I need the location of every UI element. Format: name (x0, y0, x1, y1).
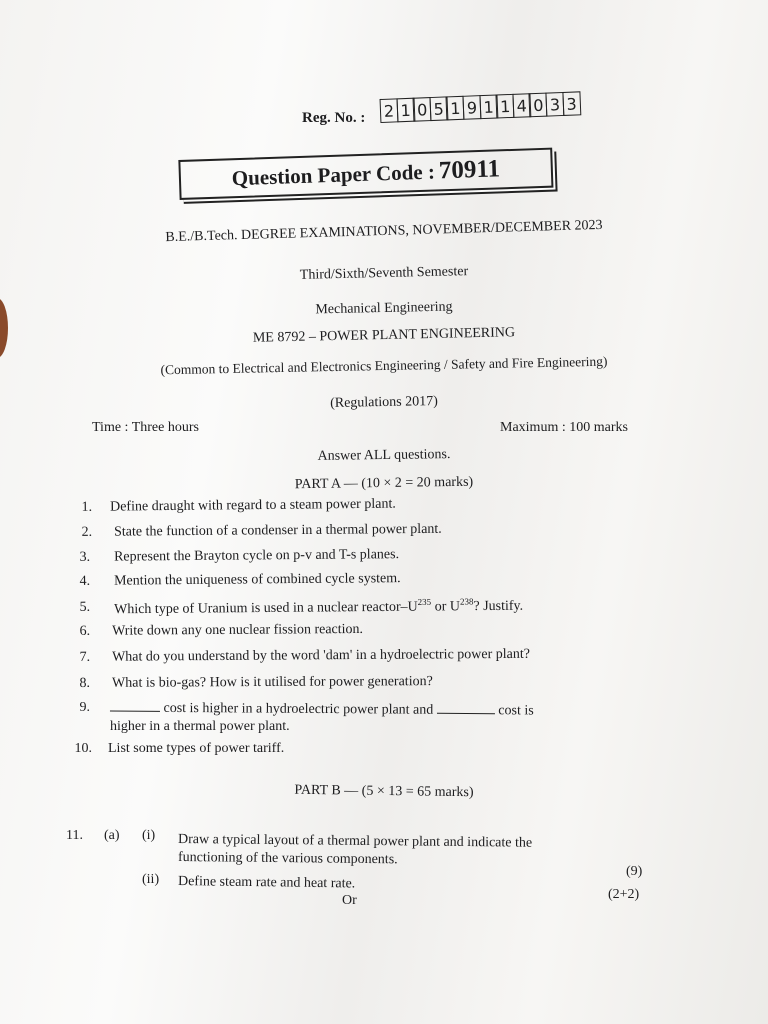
reg-digit-box: 1 (446, 96, 465, 121)
reg-digit-box: 9 (463, 95, 482, 120)
reg-no-boxes (380, 91, 580, 123)
question-text-line1: cost is higher in a hydroelectric power plant and cost is (110, 699, 534, 720)
blank-line (110, 699, 160, 712)
blank-line (437, 701, 495, 714)
qpc-code: 70911 (438, 155, 501, 185)
exam-title: B.E./B.Tech. DEGREE EXAMINATIONS, NOVEMBER/DECEMBER 2023 (165, 217, 603, 246)
course-title: ME 8792 – POWER PLANT ENGINEERING (252, 325, 516, 346)
q11-i-label: (i) (142, 828, 156, 843)
question-number: 2. (81, 524, 93, 540)
q11-ii-label: (ii) (142, 872, 160, 887)
question-text: Represent the Brayton cycle on p-v and T-s planes. (113, 547, 400, 565)
or-separator: Or (342, 893, 357, 908)
question-number: 1. (81, 499, 93, 515)
question-text: Which type of Uranium is used in a nuclear reactor–$U^{235}$ or $U^{238}$? Justify. (114, 596, 524, 618)
question-text-line2: higher in a thermal power plant. (110, 719, 290, 734)
q11-i-text-2: functioning of the various components. (177, 850, 398, 868)
question-text: List some types of power tariff. (108, 741, 285, 756)
reg-digit-box: 5 (429, 96, 448, 121)
reg-digit-box: 1 (396, 98, 415, 123)
q11-ii-text: Define steam rate and heat rate. (177, 874, 356, 892)
reg-digit-box: 1 (496, 94, 515, 119)
q11-i-text-1: Draw a typical layout of a thermal power plant and indicate the (177, 832, 533, 851)
reg-digit-box: 0 (413, 97, 432, 122)
question-text: Define draught with regard to a steam power plant. (109, 496, 396, 515)
question-number: 4. (79, 573, 91, 589)
q11-sub-a: (a) (104, 828, 120, 843)
question-number: 7. (79, 649, 91, 665)
max-marks: Maximum : 100 marks (500, 420, 628, 435)
reg-digit-box: 2 (380, 98, 399, 123)
question-number: 10. (74, 741, 92, 756)
q11-i-marks: (9) (626, 864, 643, 879)
question-number: 3. (79, 549, 91, 565)
question-text: Mention the uniqueness of combined cycle system. (113, 571, 401, 589)
question-paper-code-box (178, 148, 553, 200)
reg-digit-box: 4 (512, 93, 531, 118)
reg-digit-box: 1 (479, 94, 498, 119)
question-number: 8. (79, 675, 91, 691)
reg-no-label: Reg. No. : (302, 110, 366, 126)
part-a-title: PART A — (10 × 2 = 20 marks) (294, 474, 474, 493)
question-text: State the function of a condenser in a thermal power plant. (113, 521, 442, 540)
question-text: What do you understand by the word 'dam' in a hydroelectric power plant? (111, 646, 531, 665)
question-text: What is bio-gas? How is it utilised for power generation? (111, 674, 433, 691)
question-number: 5. (79, 599, 91, 615)
common-to: (Common to Electrical and Electronics Engineering / Safety and Fire Engineering) (160, 353, 608, 378)
question-text: Write down any one nuclear fission reaction. (111, 621, 364, 639)
instruction: Answer ALL questions. (317, 447, 451, 464)
question-number: 9. (79, 700, 90, 715)
time-allowed: Time : Three hours (92, 420, 199, 435)
q11-number: 11. (66, 828, 83, 843)
reg-digit-box: 0 (529, 93, 548, 118)
reg-digit-box: 3 (562, 91, 581, 116)
regulations: (Regulations 2017) (330, 394, 438, 411)
q11-ii-marks: (2+2) (608, 887, 640, 902)
department: Mechanical Engineering (315, 299, 453, 318)
qpc-label: Question Paper Code : (231, 159, 436, 190)
semester: Third/Sixth/Seventh Semester (299, 264, 469, 283)
question-number: 6. (79, 623, 91, 639)
part-b-title: PART B — (5 × 13 = 65 marks) (294, 782, 474, 801)
reg-digit-box: 3 (546, 92, 565, 117)
